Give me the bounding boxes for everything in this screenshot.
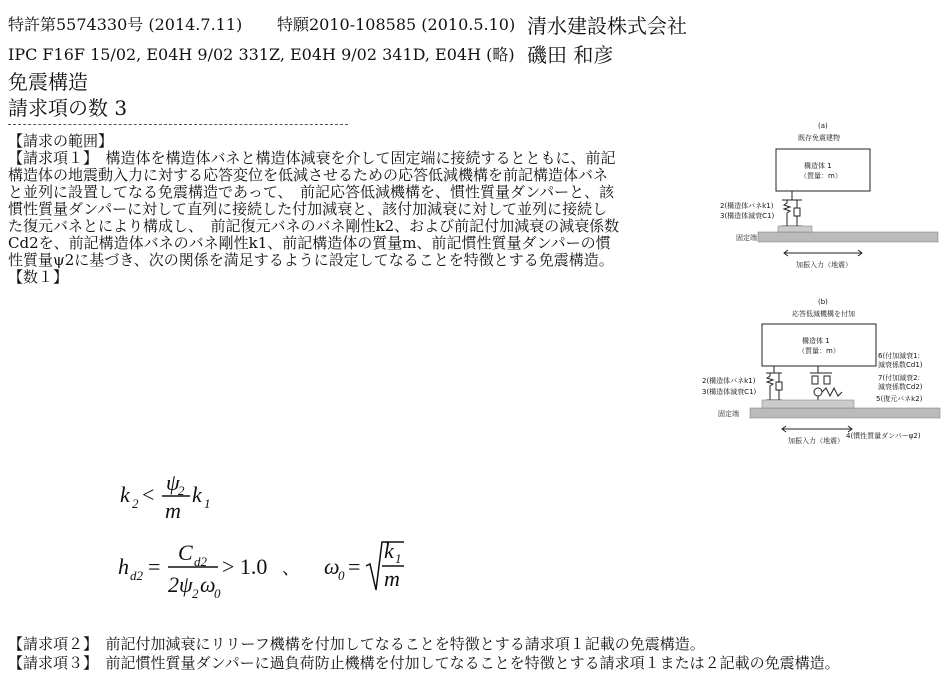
formula-k2: k — [120, 482, 130, 507]
formula-sqrt-k: k — [384, 538, 394, 563]
structure-mass-a — [776, 149, 870, 191]
formula-m: m — [165, 498, 181, 523]
damper-label-b: 3(構造体減衰C1) — [702, 388, 757, 396]
damper-icon — [776, 382, 782, 390]
patent-title: 免震構造 — [8, 70, 88, 94]
support-block-a — [778, 226, 812, 232]
input-label-a: 加振入力（地震） — [796, 261, 852, 269]
input-label-b: 加振入力（地震） — [788, 437, 844, 445]
support-block-b — [762, 400, 854, 408]
section-heading: 【請求の範囲】 — [8, 132, 114, 150]
claim-1-line: 性質量ψ2に基づき、次の関係を満足するように設定してなることを特徴とする免震構造。 — [8, 251, 614, 269]
formula-comma: 、 — [282, 558, 300, 578]
ground-label-b: 固定端 — [718, 410, 739, 418]
formula-sqrt-k-sub: 1 — [395, 551, 402, 566]
claim-1-line: 慣性質量ダンパーに対して直列に接続した付加減衰と、該付加減衰に対して並列に接続し — [8, 200, 608, 218]
spring-icon — [767, 373, 773, 400]
formula-h: h — [118, 554, 129, 579]
figure-b-caption: 応答低減機構を付加 — [792, 310, 855, 318]
math-label: 【数１】 — [8, 268, 69, 286]
ground-base-b — [750, 408, 940, 418]
formula-psi-sub: 2 — [178, 483, 185, 498]
company-name: 清水建設株式会社 — [527, 14, 687, 38]
claim-1-line: 【請求項１】 構造体を構造体バネと構造体減衰を介して固定端に接続するとともに、前記 — [8, 149, 616, 167]
claim-1-line: Cd2を、前記構造体バネのバネ剛性k1、前記構造体の質量m、前記慣性質量ダンパーの慣 — [8, 234, 611, 252]
structure-label-a: 構造体 1 — [804, 162, 832, 170]
formula-c: C — [178, 540, 193, 565]
claim-1-line: 構造体の地震動入力に対する応答変位を低減させるための応答低減機構を前記構造体バネ — [8, 166, 609, 184]
divider — [8, 124, 348, 125]
formula-h-sub: d2 — [130, 568, 143, 583]
figure-a-caption: 既存免震建物 — [798, 134, 840, 142]
ipc-code: IPC F16F 15/02, E04H 9/02 331Z, E04H 9/02 341D, E04H (略) — [8, 45, 515, 64]
formula-eq: = — [148, 554, 161, 579]
damper-icon — [812, 376, 818, 384]
formula-omega0: ω — [324, 554, 340, 579]
structure-label-b: 構造体 1 — [802, 337, 830, 345]
add-damper-2-coeff: 減衰係数Cd2) — [878, 383, 923, 391]
formula-omega: ω — [200, 572, 216, 597]
damper-label-a: 3(構造体減衰C1) — [720, 212, 775, 220]
figure-a-label: (a) — [818, 122, 828, 130]
formula-den-sub: 2 — [192, 586, 199, 601]
structure-mass-b — [762, 324, 876, 366]
structure-mass-text-a: （質量：m） — [800, 172, 842, 180]
claim-1-line: た復元バネとにより構成し、 前記復元バネのバネ剛性k2、および前記付加減衰の減衰係数 — [8, 217, 620, 235]
formula-k1-sub: 1 — [204, 496, 211, 511]
formula-den: 2ψ — [168, 572, 193, 597]
add-damper-1-coeff: 減衰係数Cd1) — [878, 361, 923, 369]
formula-omega0-sub: 0 — [338, 568, 345, 583]
inventor-name: 磯田 和彦 — [527, 43, 614, 67]
claims-section — [8, 133, 619, 286]
formula-k2-sub: 2 — [132, 496, 139, 511]
spring-label-a: 2(構造体バネk1) — [720, 202, 774, 210]
damper-icon — [824, 376, 830, 384]
damper-icon — [794, 208, 800, 216]
claim-2: 【請求項２】 前記付加減衰にリリーフ機構を付加してなることを特徴とする請求項１記載の免震構造。 — [8, 635, 705, 653]
formula-c-sub: d2 — [194, 554, 207, 569]
formula-gt: > 1.0 — [222, 554, 268, 579]
claim-1-line: と並列に設置してなる免震構造であって、 前記応答低減機構を、慣性質量ダンパーと、該 — [8, 183, 615, 201]
add-damper-1-label: 6(付加減衰1: — [878, 352, 920, 360]
formula-eq2: = — [348, 554, 361, 579]
inertial-mass-icon — [814, 388, 822, 396]
spring-label-b: 2(構造体バネk1) — [702, 377, 756, 385]
patent-figure — [700, 118, 945, 448]
add-damper-2-label: 7(付加減衰2: — [878, 374, 920, 382]
restoring-spring-icon — [822, 388, 842, 396]
formula-k1: k — [192, 482, 202, 507]
patent-number: 特許第5574330号 (2014.7.11) — [8, 15, 243, 34]
structure-mass-text-b: （質量：m） — [798, 347, 840, 355]
application-number: 特願2010-108585 (2010.5.10) — [277, 15, 516, 34]
ground-base-a — [758, 232, 938, 242]
restoring-spring-label: 5(復元バネk2) — [876, 395, 923, 403]
spring-icon — [784, 200, 790, 226]
formula-sqrt-m: m — [384, 566, 400, 591]
ground-label-a: 固定端 — [736, 234, 757, 242]
claims-count: 請求項の数 3 — [8, 96, 128, 120]
formula-lt: < — [142, 482, 155, 507]
claim-3: 【請求項３】 前記慣性質量ダンパーに過負荷防止機構を付加してなることを特徴とする請求項１または２記載の免震構造。 — [8, 654, 840, 672]
inertial-damper-label: 4(慣性質量ダンパーψ2) — [846, 432, 921, 440]
figure-b-label: (b) — [818, 298, 828, 306]
formula-omega-sub: 0 — [214, 586, 221, 601]
formula-psi: ψ — [166, 470, 180, 495]
formula-image — [110, 470, 430, 610]
